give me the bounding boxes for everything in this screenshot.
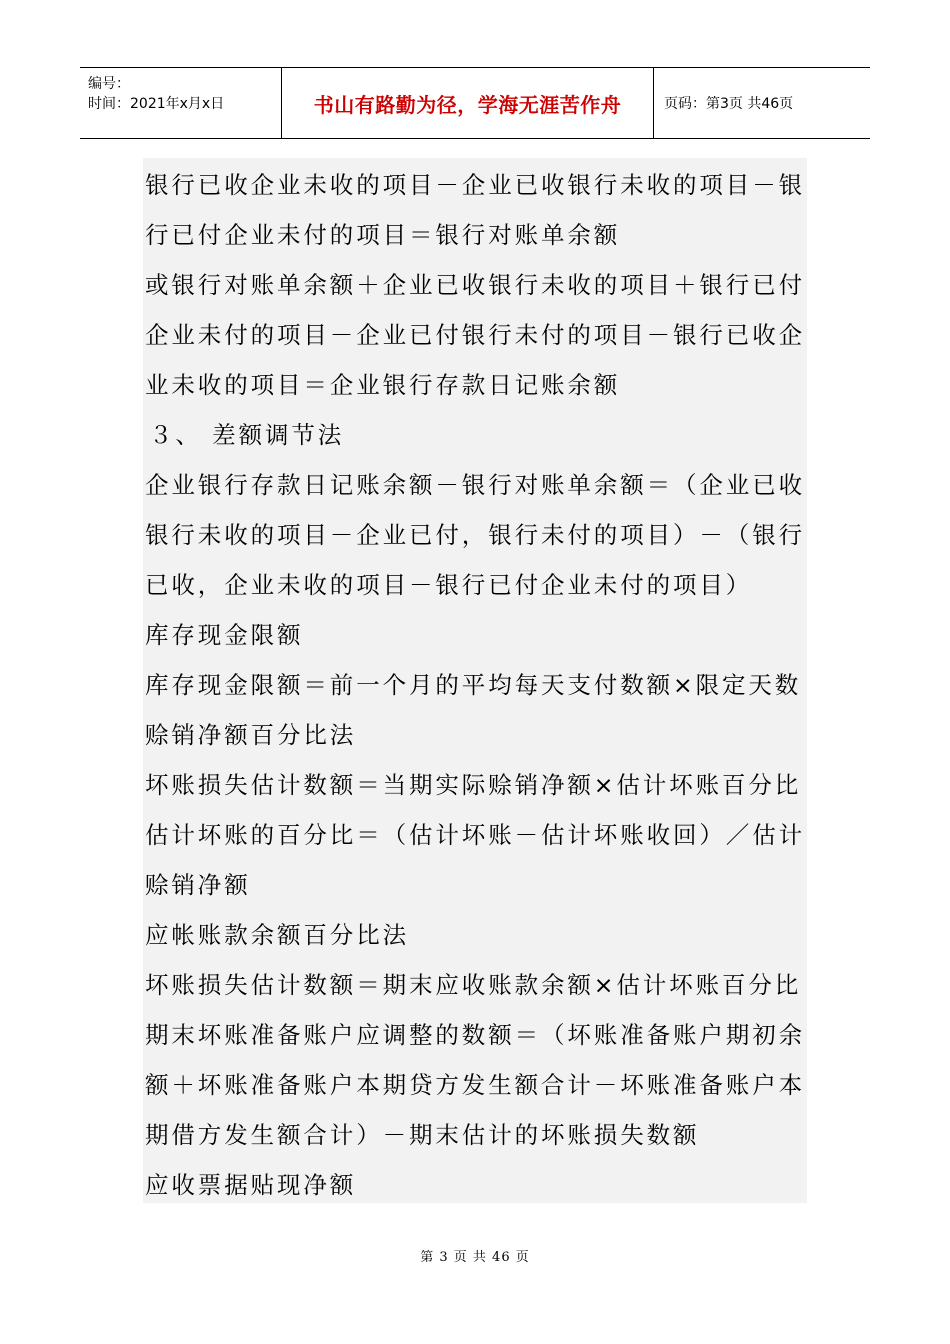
header-meta [80,68,282,138]
body-line: 赊销净额 [145,871,251,899]
body-line: 赊销净额百分比法 [145,721,357,749]
body-line: 坏账损失估计数额＝期末应收账款余额×估计坏账百分比 [145,971,802,999]
page-header [80,67,870,139]
body-line: 行已付企业未付的项目＝银行对账单余额 [145,221,621,249]
body-line: 期借方发生额合计）－期末估计的坏账损失数额 [145,1121,700,1149]
body-line: 坏账损失估计数额＝当期实际赊销净额×估计坏账百分比 [145,771,802,799]
body-line: 库存现金限额 [145,621,304,649]
body-line: 应收票据贴现净额 [145,1171,357,1199]
body-line: 业未收的项目＝企业银行存款日记账余额 [145,371,621,399]
header-page-info: 页码：第3页 共46页 [664,96,794,112]
body-text-block [143,158,807,1203]
document-date: 时间：2021年x月x日 [88,96,225,112]
body-line: 估计坏账的百分比＝（估计坏账－估计坏账收回）／估计 [145,821,805,849]
page-footer: 第 3 页 共 46 页 [420,1250,530,1265]
body-line: 库存现金限额＝前一个月的平均每天支付数额×限定天数 [145,671,802,699]
body-line: 额＋坏账准备账户本期贷方发生额合计－坏账准备账户本 [145,1071,805,1099]
body-line: 期末坏账准备账户应调整的数额＝（坏账准备账户期初余 [145,1021,805,1049]
section-heading: ３、 差额调节法 [149,421,345,449]
body-line: 银行已收企业未收的项目－企业已收银行未收的项目－银 [145,171,805,199]
body-line: 应帐账款余额百分比法 [145,921,409,949]
body-line: 企业银行存款日记账余额－银行对账单余额＝（企业已收 [145,471,805,499]
body-line: 企业未付的项目－企业已付银行未付的项目－银行已收企 [145,321,805,349]
header-motto: 书山有路勤为径，学海无涯苦作舟 [282,68,654,138]
body-line: 已收，企业未收的项目－银行已付企业未付的项目） [145,571,753,599]
body-line: 或银行对账单余额＋企业已收银行未收的项目＋银行已付 [145,271,805,299]
body-line: 银行未收的项目－企业已付，银行未付的项目）－（银行 [145,521,805,549]
document-number-label: 编号： [88,76,130,92]
